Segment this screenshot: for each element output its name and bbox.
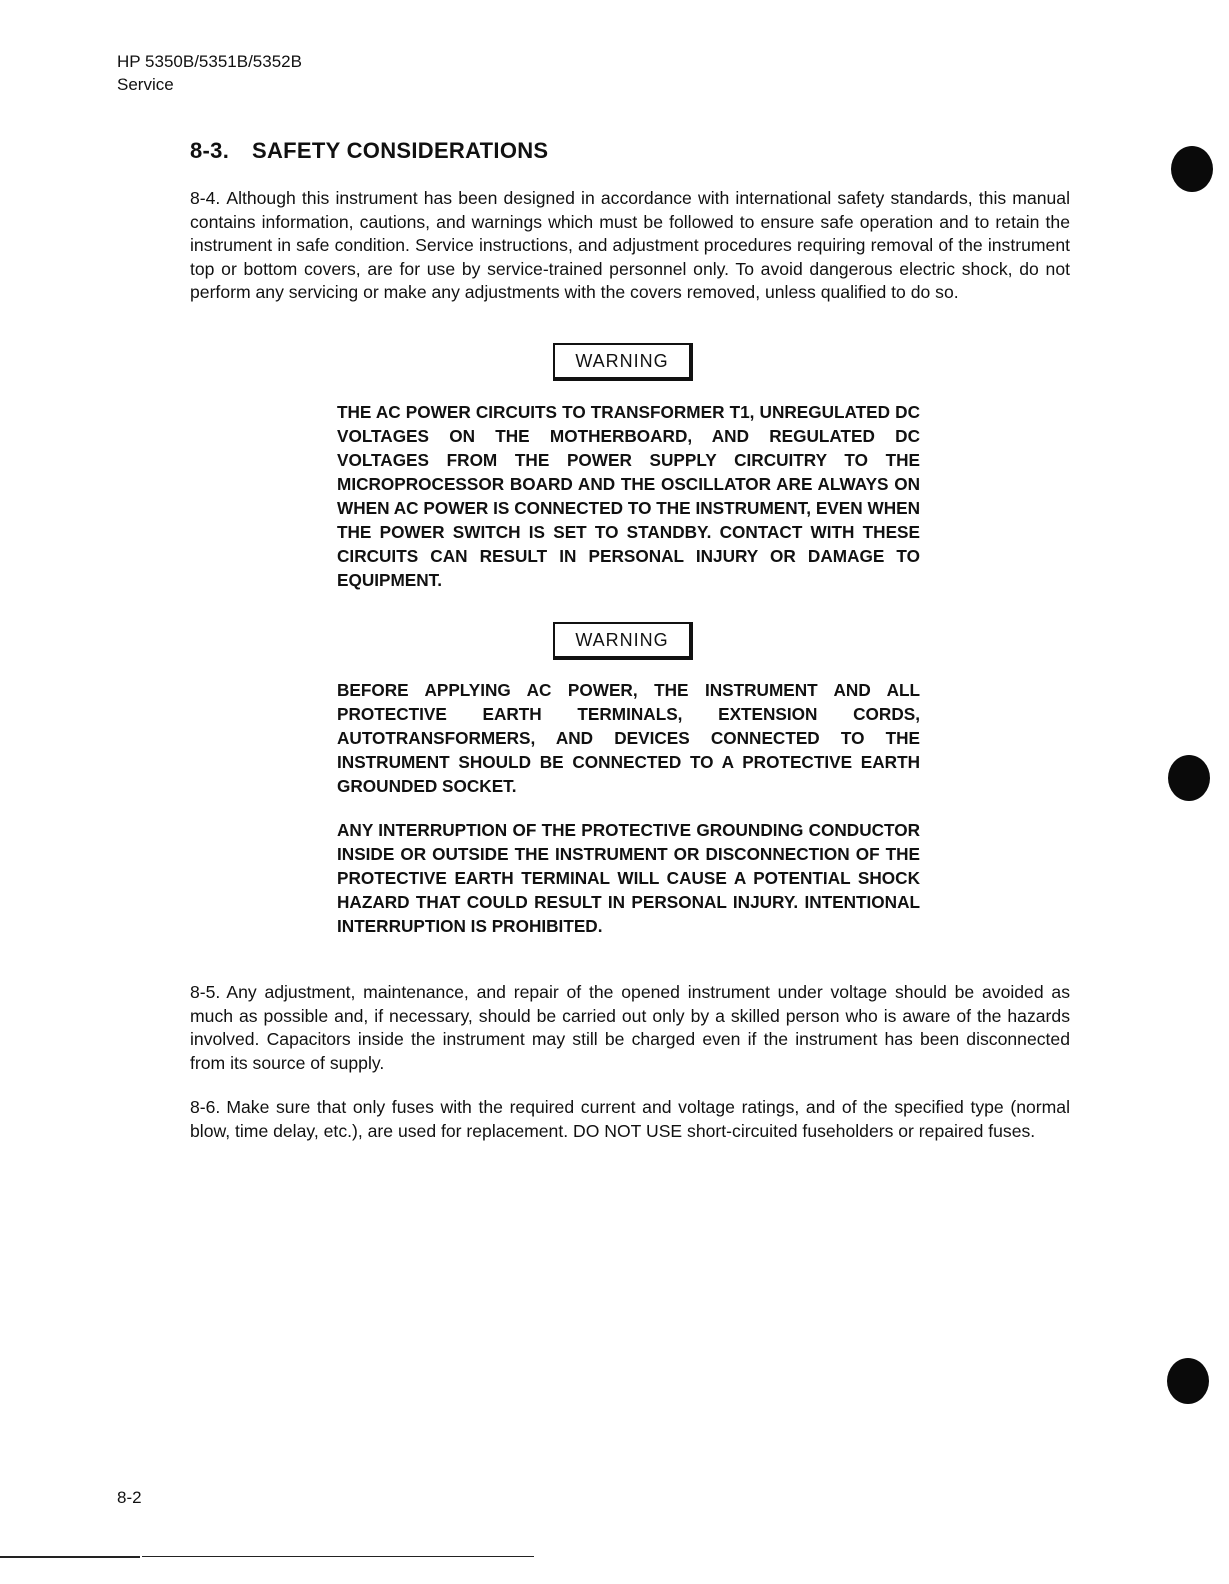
- warning-text: THE AC POWER CIRCUITS TO TRANSFORMER T1, UNREGULATED DC VOLTAGES ON THE MOTHERBOARD, AND REGULATED DC VOLTAGES FROM THE POWER SUPPLY CIRCUITRY TO THE MICROPROCESSOR BOARD AND THE OSCILLATOR ARE ALWAYS ON WHEN AC POWER IS CONNECTED TO THE INSTRUMENT, EVEN WHEN THE POWER SWITCH IS SET TO STANDBY. CONTACT WITH THESE CIRCUITS CAN RESULT IN PERSONAL INJURY OR DAMAGE TO EQUIPMENT.: [337, 402, 920, 590]
- model-number: HP 5350B/5351B/5352B: [117, 52, 302, 71]
- paragraph-8-6: [190, 1096, 1070, 1143]
- section-title-text: SAFETY CONSIDERATIONS: [252, 138, 549, 163]
- paragraph-number: 8-4.: [190, 188, 221, 208]
- binder-hole-mark: [1171, 146, 1213, 192]
- bottom-rule: [142, 1556, 534, 1557]
- warning-label-box: WARNING: [553, 343, 693, 381]
- paragraph-number: 8-6.: [190, 1097, 221, 1117]
- binder-hole-mark: [1168, 755, 1210, 801]
- binder-hole-mark: [1167, 1358, 1209, 1404]
- page-header: [117, 50, 302, 96]
- paragraph-8-4: [190, 187, 1070, 305]
- page-number: 8-2: [117, 1488, 142, 1507]
- paragraph-text: Make sure that only fuses with the required current and voltage ratings, and of the specified type (normal blow, time delay, etc.), are used for replacement. DO NOT USE short-circuited fuseholders or repaired fuses.: [190, 1097, 1070, 1141]
- section-number: 8-3.: [190, 138, 230, 163]
- paragraph-8-5: [190, 981, 1070, 1075]
- section-title: [190, 138, 548, 164]
- section-label: Service: [117, 75, 174, 94]
- paragraph-text: Although this instrument has been designed in accordance with international safety standards, this manual contains information, cautions, and warnings which must be followed to ensure safe operation and to retain the instrument in safe condition. Service instructions, and adjustment procedures requiring removal of the instrument top or bottom covers, are for use by service-trained personnel only. To avoid dangerous electric shock, do not perform any servicing or make any adjustments with the covers removed, unless qualified to do so.: [190, 188, 1070, 302]
- warning-label-box: WARNING: [553, 622, 693, 660]
- paragraph-number: 8-5.: [190, 982, 221, 1002]
- bottom-rule: [0, 1556, 140, 1558]
- warning-text: ANY INTERRUPTION OF THE PROTECTIVE GROUNDING CONDUCTOR INSIDE OR OUTSIDE THE INSTRUMENT OR DISCONNECTION OF THE PROTECTIVE EARTH TERMINAL WILL CAUSE A POTENTIAL SHOCK HAZARD THAT COULD RESULT IN PERSONAL INJURY. INTENTIONAL INTERRUPTION IS PROHIBITED.: [337, 820, 920, 936]
- warning-text: BEFORE APPLYING AC POWER, THE INSTRUMENT AND ALL PROTECTIVE EARTH TERMINALS, EXTENSION CORDS, AUTOTRANSFORMERS, AND DEVICES CONNECTED TO THE INSTRUMENT SHOULD BE CONNECTED TO A PROTECTIVE EARTH GROUNDED SOCKET.: [337, 680, 920, 796]
- paragraph-text: Any adjustment, maintenance, and repair of the opened instrument under voltage should be avoided as much as possible and, if necessary, should be carried out only by a skilled person who is aware of the hazards involved. Capacitors inside the instrument may still be charged even if the instrument has been disconnected from its source of supply.: [190, 982, 1070, 1073]
